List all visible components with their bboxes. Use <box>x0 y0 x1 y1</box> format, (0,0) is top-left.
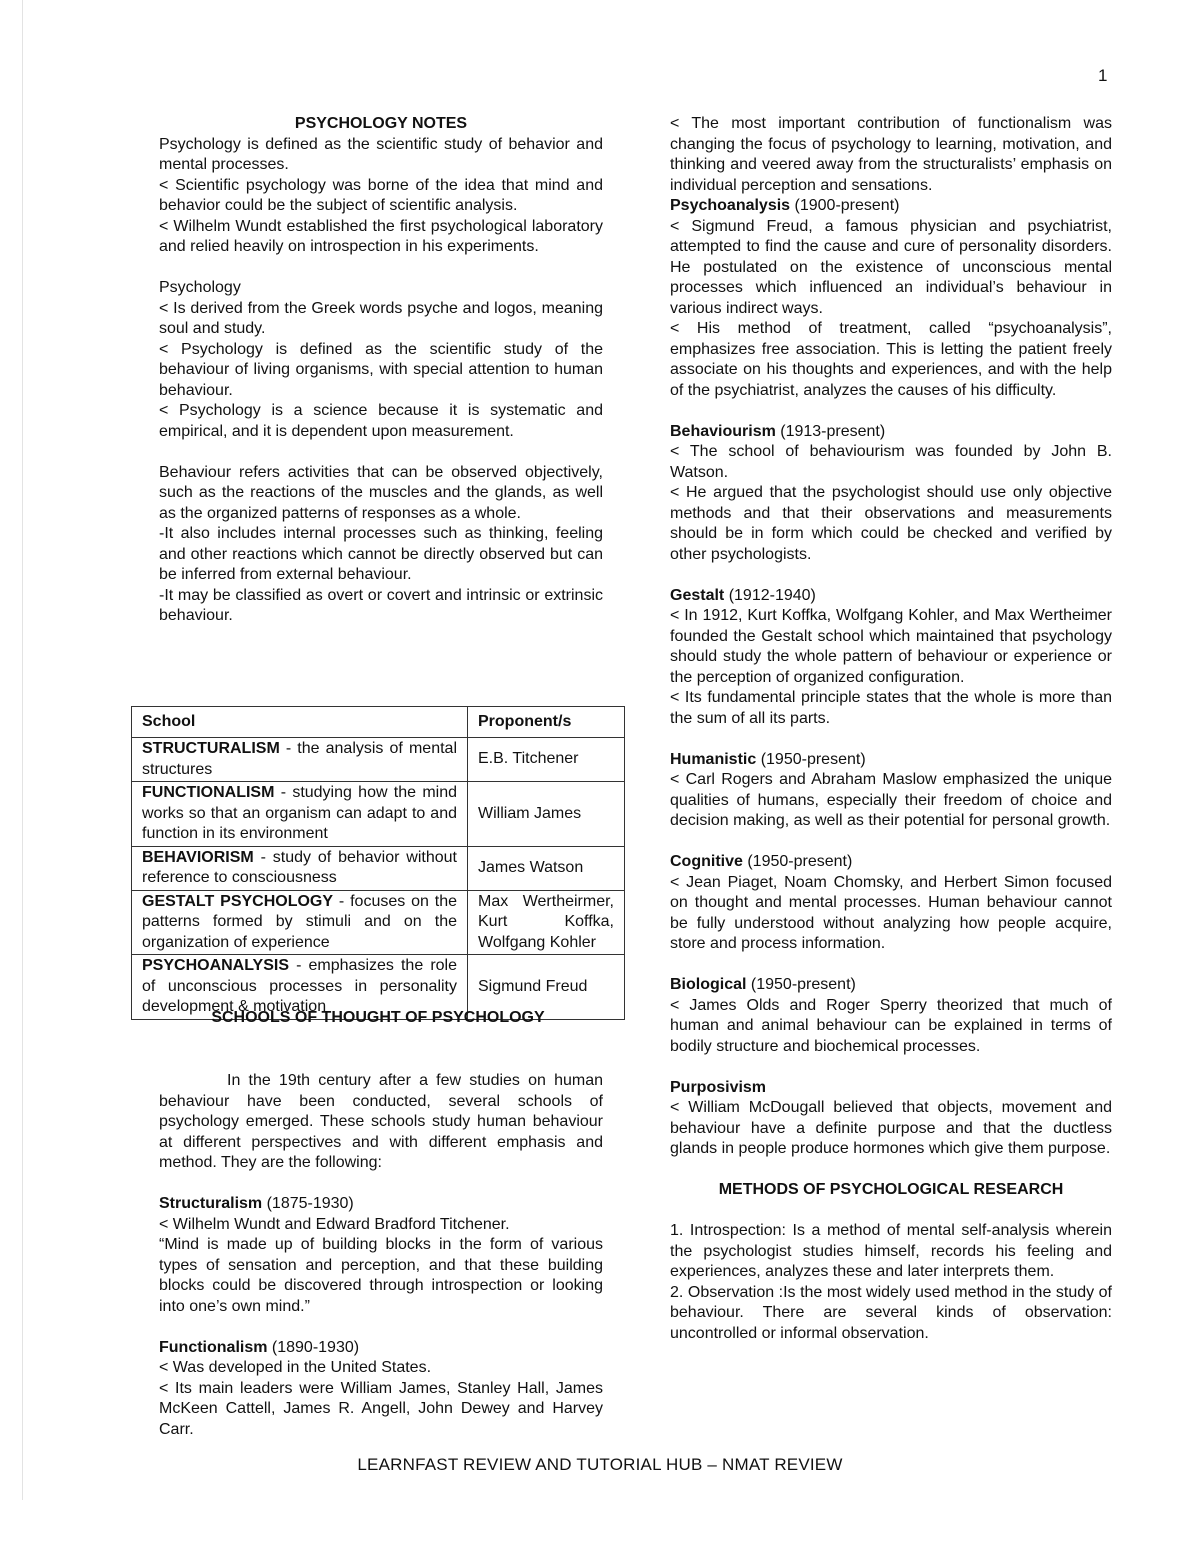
table-header-school: School <box>132 707 468 738</box>
proponent-cell: William James <box>468 782 625 847</box>
proponent-cell: James Watson <box>468 846 625 890</box>
page-number: 1 <box>1098 66 1108 85</box>
school-name: FUNCTIONALISM <box>142 784 275 801</box>
section-name: Psychoanalysis <box>670 197 791 214</box>
behaviourism-point: < The school of behaviourism was founded by John B. Watson. <box>670 443 1112 481</box>
functionalism-heading <box>159 1338 603 1359</box>
table-caption: SCHOOLS OF THOUGHT OF PSYCHOLOGY <box>211 1009 545 1026</box>
structuralism-heading <box>159 1194 603 1215</box>
gestalt-point: < Its fundamental principle states that the whole is more than the sum of all its parts. <box>670 689 1112 727</box>
school-description: - emphasizes the role of unconscious processes in personality development & motivation <box>142 957 457 1015</box>
proponent-cell: Max Wertheirmer, Kurt Koffka, Wolfgang Kohler <box>468 890 625 955</box>
structuralism-point: “Mind is made up of building blocks in the form of various types of sensation and perception, and that these building blocks could be discovered through introspection or looking into one’s own mind.” <box>159 1236 603 1315</box>
method-item: 1. Introspection: Is a method of mental self-analysis wherein the psychologist studies himself, records his feeling and experiences, analyzes these and later interprets them. <box>670 1222 1112 1280</box>
section-years: (1890-1930) <box>267 1338 360 1356</box>
section-years: (1913-present) <box>775 422 886 440</box>
biological-point: < James Olds and Roger Sperry theorized that much of human and animal behaviour can be explained in terms of bodily structure and biochemical processes. <box>670 996 1112 1055</box>
section-years: (1912-1940) <box>724 586 816 604</box>
school-cell <box>132 782 468 847</box>
functionalism-contribution: < The most important contribution of functionalism was changing the focus of psychology to learning, motivation, and thinking and veered away from the structuralists’ emphasis on individual perception and sensations. <box>670 115 1112 194</box>
table-row <box>132 738 625 782</box>
psychology-point: < Psychology is a science because it is systematic and empirical, and it is dependent upon measurement. <box>159 402 603 440</box>
purposivism-point: < William McDougall believed that objects, movement and behaviour have a definite purpose and that the ductless glands in people produce hormones which give them purpose. <box>670 1099 1112 1157</box>
school-name: STRUCTURALISM <box>142 740 280 757</box>
section-years: (1875-1930) <box>262 1195 354 1212</box>
section-name: Purposivism <box>670 1078 767 1096</box>
section-name: Gestalt <box>670 586 725 604</box>
section-years: (1950-present) <box>742 853 853 870</box>
school-description: - study of behavior without reference to consciousness <box>142 848 457 886</box>
school-description: - studying how the mind works so that an organism can adapt to and function in its environment <box>142 784 457 842</box>
psychology-point: < Is derived from the Greek words psyche and logos, meaning soul and study. <box>159 299 603 337</box>
structuralism-point: < Wilhelm Wundt and Edward Bradford Titchener. <box>159 1215 510 1233</box>
document-title: PSYCHOLOGY NOTES <box>294 115 468 132</box>
table-header-row <box>132 707 625 738</box>
behaviourism-heading <box>670 422 1112 443</box>
behaviour-paragraph: -It also includes internal processes such as thinking, feeling and other reactions which cannot be directly observed but can be inferred from external behaviour. <box>159 525 603 583</box>
behaviour-paragraph: Behaviour refers activities that can be observed objectively, such as the reactions of the muscles and the glands, as well as the organized patterns of responses as a whole. <box>159 463 603 522</box>
biological-heading <box>670 975 1112 996</box>
table-row <box>132 782 625 847</box>
table-row <box>132 890 625 955</box>
school-name: PSYCHOANALYSIS <box>142 957 289 974</box>
section-years: (1950-present) <box>746 976 856 993</box>
school-description: - the analysis of mental structures <box>142 740 457 778</box>
page-footer: LEARNFAST REVIEW AND TUTORIAL HUB – NMAT REVIEW <box>357 1455 843 1474</box>
section-name: Structuralism <box>159 1195 263 1212</box>
school-cell <box>132 738 468 782</box>
method-item: 2. Observation :Is the most widely used method in the study of behaviour. There are several kinds of observation: uncontrolled or informal observation. <box>670 1283 1112 1342</box>
schools-intro: In the 19th century after a few studies on human behaviour have been conducted, several schools of psychology emerged. These schools study human behaviour at different perspectives and with different emphasis and method. They are the following: <box>159 1072 603 1171</box>
proponent-cell: E.B. Titchener <box>468 738 625 782</box>
table-header-proponent: Proponent/s <box>468 707 625 738</box>
school-cell <box>132 890 468 955</box>
left-column <box>159 114 603 627</box>
section-name: Behaviourism <box>670 422 776 440</box>
section-name: Biological <box>670 976 747 993</box>
intro-paragraph: < Scientific psychology was borne of the idea that mind and behavior could be the subject of scientific analysis. <box>159 176 603 214</box>
gestalt-point: < In 1912, Kurt Koffka, Wolfgang Kohler, and Max Wertheimer founded the Gestalt school which maintained that psychology should study the whole pattern of behaviour or experience or the perception of organized configuration. <box>670 607 1112 686</box>
section-years: (1900-present) <box>790 197 900 214</box>
school-name: GESTALT PSYCHOLOGY <box>142 892 334 910</box>
psychoanalysis-point: < His method of treatment, called “psychoanalysis”, emphasizes free association. This is letting the patient freely associate on his thoughts and experiences, and with the help of the psychiatrist, analyzes the causes of his difficulty. <box>670 320 1112 399</box>
right-column <box>670 114 1112 1344</box>
intro-paragraph: < Wilhelm Wundt established the first psychological laboratory and relied heavily on introspection in his experiments. <box>159 217 603 255</box>
humanistic-point: < Carl Rogers and Abraham Maslow emphasized the unique qualities of humans, especially their freedom of choice and decision making, as well as their potential for personal growth. <box>670 771 1112 829</box>
section-years: (1950-present) <box>756 750 866 768</box>
humanistic-heading <box>670 750 1112 771</box>
psychology-heading: Psychology <box>159 279 241 296</box>
school-description: - focuses on the patterns formed by stimuli and on the organization of experience <box>142 892 458 951</box>
section-name: Humanistic <box>670 750 757 768</box>
psychoanalysis-point: < Sigmund Freud, a famous physician and psychiatrist, attempted to find the cause and cure of personality disorders. He postulated on the existence of unconscious mental processes which influenced an individual’s behaviour in various indirect ways. <box>670 217 1112 317</box>
schools-table <box>131 706 625 1020</box>
purposivism-heading <box>670 1078 1112 1099</box>
school-cell <box>132 846 468 890</box>
methods-heading: METHODS OF PSYCHOLOGICAL RESEARCH <box>718 1181 1064 1198</box>
functionalism-point: < Its main leaders were William James, Stanley Hall, James McKeen Cattell, James R. Angell, John Dewey and Harvey Carr. <box>159 1379 603 1438</box>
page-edge <box>22 0 23 1500</box>
section-name: Functionalism <box>159 1338 268 1356</box>
psychoanalysis-heading <box>670 196 1112 217</box>
proponent-cell: Sigmund Freud <box>468 955 625 1020</box>
left-column-bottom <box>159 1071 603 1440</box>
behaviourism-point: < He argued that the psychologist should use only objective methods and that their observations and measurements should be in form which could be checked and verified by other psychologists. <box>670 484 1112 563</box>
intro-paragraph: Psychology is defined as the scientific study of behavior and mental processes. <box>159 135 603 173</box>
cognitive-point: < Jean Piaget, Noam Chomsky, and Herbert Simon focused on thought and mental processes. Human behaviour cannot be fully understood without analyzing how people acquire, store and process information. <box>670 873 1112 952</box>
functionalism-point: < Was developed in the United States. <box>159 1359 432 1376</box>
behaviour-paragraph: -It may be classified as overt or covert and intrinsic or extrinsic behaviour. <box>159 586 603 624</box>
school-name: BEHAVIORISM <box>142 848 254 866</box>
table-row <box>132 846 625 890</box>
gestalt-heading <box>670 586 1112 607</box>
section-name: Cognitive <box>670 853 743 870</box>
psychology-point: < Psychology is defined as the scientific study of the behaviour of living organisms, with special attention to human behaviour. <box>159 340 603 399</box>
cognitive-heading <box>670 852 1112 873</box>
